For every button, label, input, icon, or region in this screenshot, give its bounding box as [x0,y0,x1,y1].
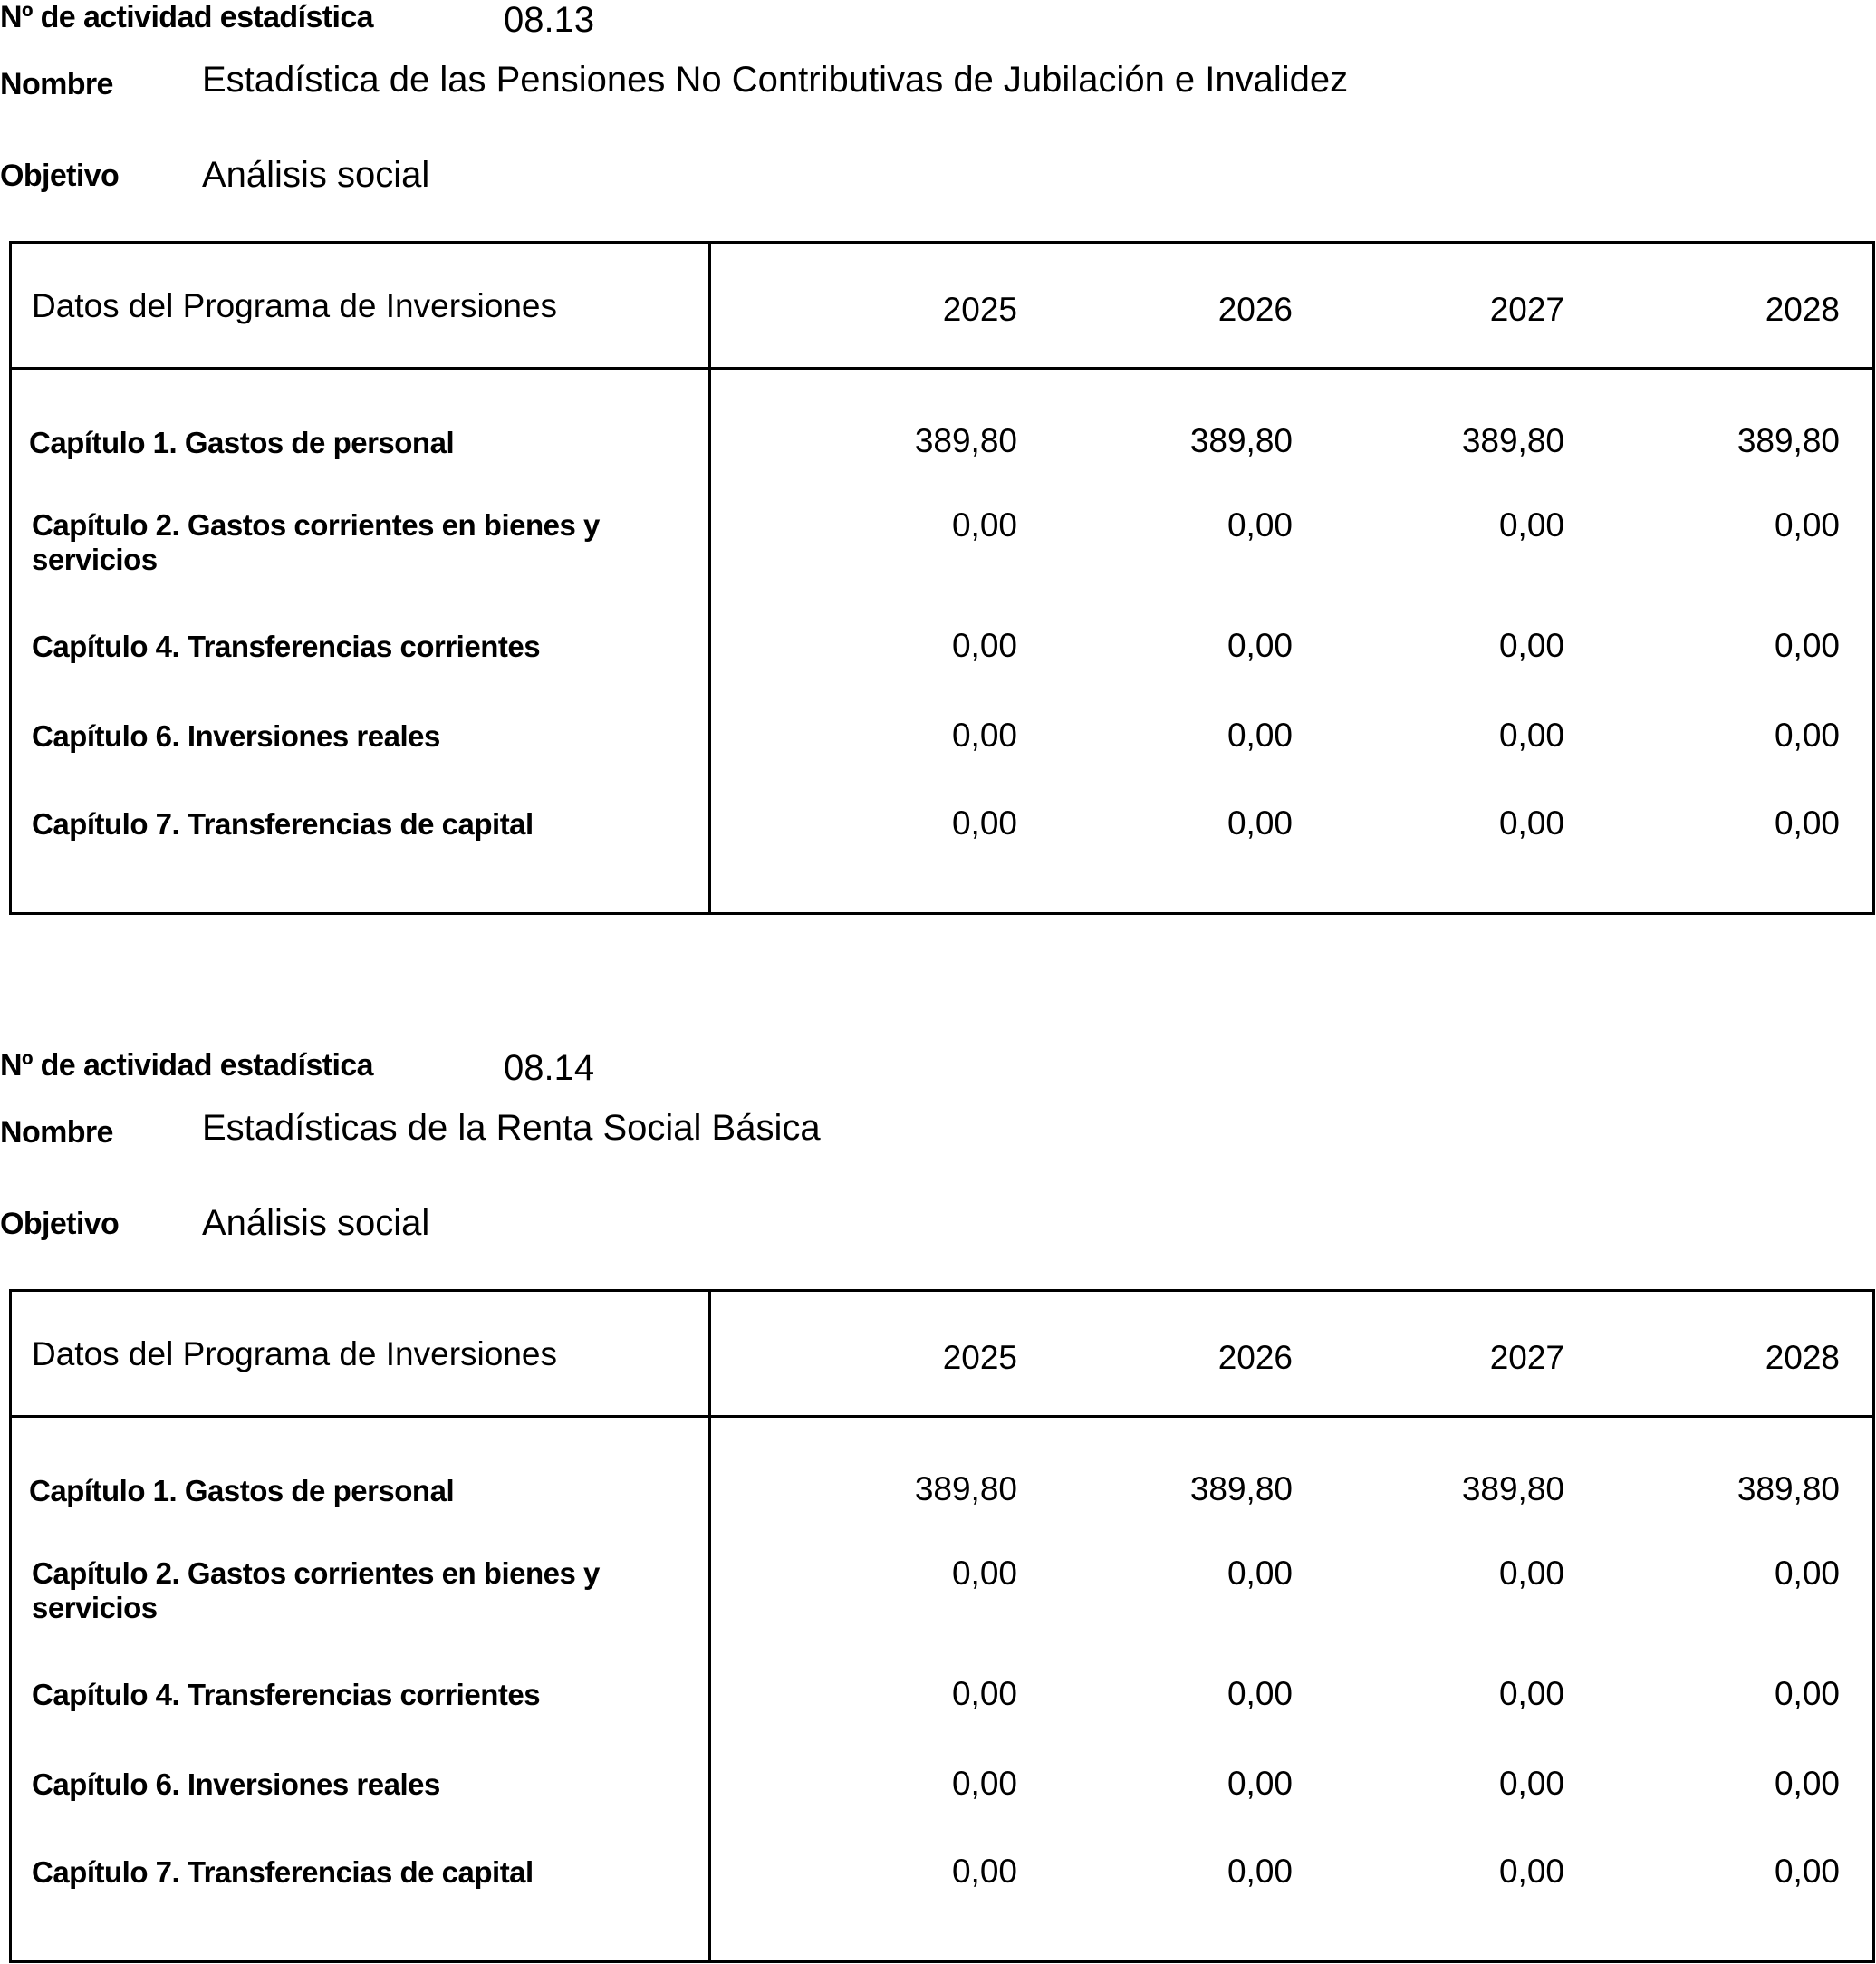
table-cell: 389,80 [1189,422,1293,459]
table-cell: 0,00 [1774,1555,1840,1592]
table-cell: 0,00 [951,804,1017,842]
objective-value: Análisis social [202,155,430,195]
table-cell: 389,80 [1461,1470,1564,1507]
objective-label: Objetivo [0,159,120,193]
row-label: Capítulo 1. Gastos de personal [29,1474,455,1507]
row-label: Capítulo 6. Inversiones reales [32,1767,440,1801]
name-label: Nombre [0,67,113,101]
activity-number-label: Nº de actividad estadística [0,1048,373,1083]
activity-number-value: 08.13 [504,0,595,40]
column-divider [708,244,711,912]
table-cell: 0,00 [1774,1765,1840,1802]
table-cell: 0,00 [951,627,1017,664]
table-cell: 0,00 [1498,717,1564,754]
investment-table [9,241,1875,915]
year-header: 2028 [1765,1339,1840,1376]
activity-number-label: Nº de actividad estadística [0,0,373,34]
table-cell: 389,80 [1737,422,1840,459]
table-cell: 389,80 [914,1470,1017,1507]
table-cell: 0,00 [1498,1555,1564,1592]
table-cell: 0,00 [1774,627,1840,664]
table-cell: 0,00 [1227,1765,1293,1802]
header-divider [12,1415,1872,1418]
table-cell: 0,00 [1227,627,1293,664]
row-label: Capítulo 6. Inversiones reales [32,719,440,753]
column-divider [708,1292,711,1960]
name-label: Nombre [0,1115,113,1150]
objective-value: Análisis social [202,1203,430,1243]
year-header: 2025 [942,1339,1017,1376]
table-cell: 0,00 [1498,804,1564,842]
header-divider [12,367,1872,370]
year-header: 2028 [1765,291,1840,328]
table-header-title: Datos del Programa de Inversiones [32,1335,557,1372]
table-cell: 0,00 [1774,506,1840,544]
table-cell: 0,00 [951,1675,1017,1712]
row-label: Capítulo 7. Transferencias de capital [32,1855,534,1889]
table-cell: 0,00 [1498,506,1564,544]
year-header: 2026 [1217,1339,1293,1376]
table-cell: 0,00 [1774,717,1840,754]
table-cell: 0,00 [1498,1675,1564,1712]
table-cell: 0,00 [1498,1853,1564,1890]
table-cell: 0,00 [951,506,1017,544]
table-cell: 0,00 [1774,804,1840,842]
investment-table [9,1289,1875,1963]
table-cell: 0,00 [951,1555,1017,1592]
name-value: Estadística de las Pensiones No Contributivas de Jubilación e Invalidez [202,60,1349,100]
table-header-title: Datos del Programa de Inversiones [32,287,557,324]
table-cell: 0,00 [1227,506,1293,544]
table-cell: 0,00 [951,1853,1017,1890]
table-cell: 0,00 [951,717,1017,754]
activity-number-value: 08.14 [504,1048,595,1088]
table-cell: 0,00 [1227,804,1293,842]
year-header: 2026 [1217,291,1293,328]
table-cell: 0,00 [1227,1853,1293,1890]
row-label: Capítulo 4. Transferencias corrientes [32,630,541,663]
table-cell: 389,80 [1189,1470,1293,1507]
table-cell: 0,00 [1498,1765,1564,1802]
table-cell: 0,00 [1227,1675,1293,1712]
objective-label: Objetivo [0,1207,120,1241]
row-label: Capítulo 4. Transferencias corrientes [32,1678,541,1711]
name-value: Estadísticas de la Renta Social Básica [202,1108,821,1148]
table-cell: 0,00 [951,1765,1017,1802]
row-label: Capítulo 2. Gastos corrientes en bienes y servicios [32,1556,600,1624]
table-cell: 0,00 [1774,1675,1840,1712]
activity-section-1 [0,0,1876,915]
year-header: 2027 [1489,291,1564,328]
table-cell: 389,80 [1461,422,1564,459]
table-cell: 0,00 [1227,1555,1293,1592]
row-label: Capítulo 7. Transferencias de capital [32,807,534,841]
table-cell: 0,00 [1227,717,1293,754]
row-label: Capítulo 2. Gastos corrientes en bienes y servicios [32,508,600,576]
table-cell: 389,80 [1737,1470,1840,1507]
year-header: 2025 [942,291,1017,328]
activity-section-2 [0,1048,1876,1963]
row-label: Capítulo 1. Gastos de personal [29,426,455,459]
year-header: 2027 [1489,1339,1564,1376]
table-cell: 0,00 [1774,1853,1840,1890]
table-cell: 389,80 [914,422,1017,459]
table-cell: 0,00 [1498,627,1564,664]
